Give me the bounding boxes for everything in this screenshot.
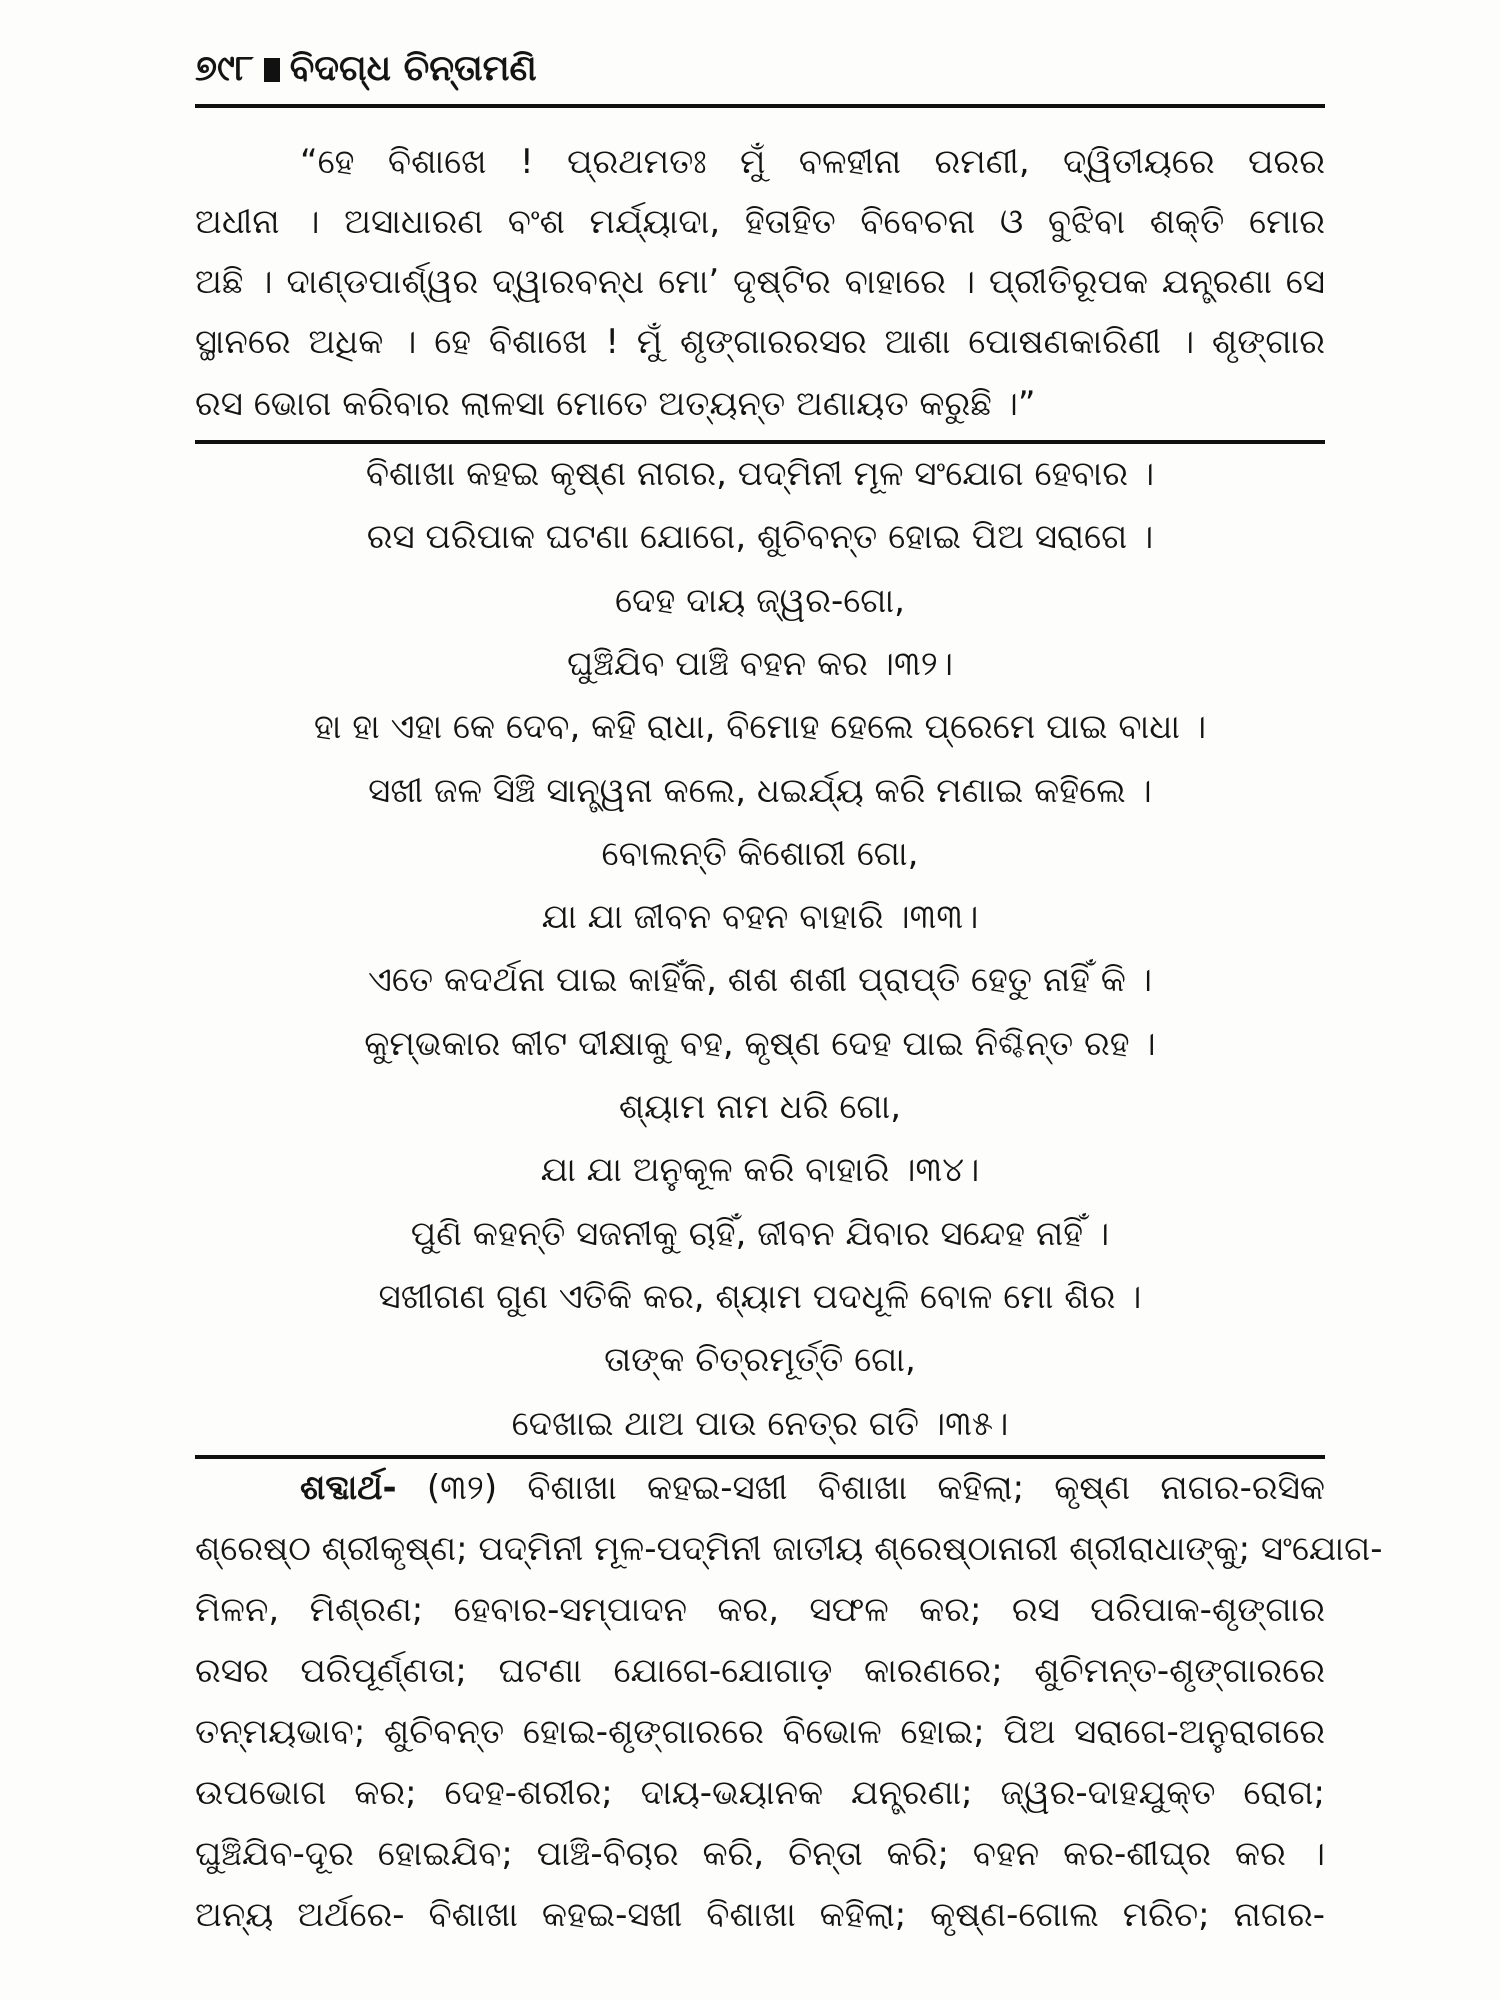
verse-line: ହା ହା ଏହା କେ ଦେବ, କହି ରାଧା, ବିମୋହ ହେଲେ ପ୍ରେମେ ପାଇ ବାଧା । bbox=[313, 707, 1207, 748]
paragraph-line: ସ୍ଥାନରେ ଅଧିକ । ହେ ବିଶାଖେ ! ମୁଁ ଶୃଙ୍ଗାରରସର ଆଶା ପୋଷଣକାରିଣୀ । ଶୃଙ୍ଗାର bbox=[195, 322, 1325, 362]
glossary-line: ତନ୍ମୟଭାବ; ଶୁଚିବନ୍ତ ହୋଇ-ଶୃଙ୍ଗାରରେ ବିଭୋଳ ହୋଇ; ପିଅ ସରାଗେ-ଅନୁରାଗରେ bbox=[195, 1712, 1325, 1752]
paragraph-line: ରସ ଭୋଗ କରିବାର ଲାଳସା ମୋତେ ଅତ୍ୟନ୍ତ ଅଣାୟତ କରୁଛି ।” bbox=[195, 384, 1036, 424]
verse-line: ପୁଣି କହନ୍ତି ସଜନୀକୁ ଚାହିଁ, ଜୀବନ ଯିବାର ସନ୍ଦେହ ନାହିଁ । bbox=[410, 1213, 1110, 1254]
verse-line: ବିଶାଖା କହଇ କୃଷ୍ଣ ନାଗର, ପଦ୍ମିନୀ ମୂଳ ସଂଯୋଗ ହେବାର । bbox=[365, 454, 1155, 494]
verse-line: ସଖୀ ଜଳ ସିଞ୍ଚି ସାନ୍ତ୍ୱନା କଲେ, ଧଇର୍ଯ୍ୟ କରି ମଣାଇ କହିଲେ । bbox=[368, 770, 1152, 811]
paragraph-line: ଅଧୀନା । ଅସାଧାରଣ ବଂଶ ମର୍ଯ୍ୟାଦା, ହିତାହିତ ବିବେଚନା ଓ ବୁଝିବା ଶକ୍ତି ମୋର bbox=[195, 202, 1325, 242]
verse-line: କୁମ୍ଭକାର କୀଟ ଦୀକ୍ଷାକୁ ବହ, କୃଷ୍ଣ ଦେହ ପାଇ ନିଶ୍ଚିନ୍ତ ରହ । bbox=[364, 1023, 1156, 1064]
verse-line: ଦେହ ଦାୟ ଜ୍ୱର-ଗୋ, bbox=[615, 580, 905, 621]
verse-line: ବୋଲନ୍ତି କିଶୋରୀ ଗୋ, bbox=[601, 833, 919, 874]
verse-line: ତାଙ୍କ ଚିତ୍ରମୂର୍ତ୍ତି ଗୋ, bbox=[604, 1340, 916, 1381]
section-rule bbox=[195, 440, 1325, 444]
section-rule bbox=[195, 1455, 1325, 1459]
book-title: ବିଦଗ୍ଧ ଚିନ୍ତାମଣି bbox=[289, 48, 537, 89]
page-number: ୭୯୮ bbox=[195, 48, 254, 89]
glossary-label: ଶବ୍ଦାର୍ଥ- bbox=[300, 1468, 397, 1508]
verse-line: ଯା ଯା ଅନୁକୂଳ କରି ବାହାରି ।୩୪। bbox=[540, 1150, 980, 1191]
glossary-line: ଘୁଞ୍ଚିଯିବ-ଦୂର ହୋଇଯିବ; ପାଞ୍ଚି-ବିଚାର କରି, ଚିନ୍ତା କରି; ବହନ କର-ଶୀଘ୍ର କର । bbox=[195, 1834, 1325, 1874]
verse-line: ଏତେ କଦର୍ଥନା ପାଇ କାହିଁକି, ଶଶ ଶଶୀ ପ୍ରାପ୍ତି ହେତୁ ନାହିଁ କି । bbox=[367, 960, 1153, 1001]
verse-line: ରସ ପରିପାକ ଘଟଣା ଯୋଗେ, ଶୁଚିବନ୍ତ ହୋଇ ପିଅ ସରାଗେ । bbox=[366, 517, 1154, 558]
glossary-line: ରସର ପରିପୂର୍ଣ୍ଣତା; ଘଟଣା ଯୋଗେ-ଯୋଗାଡ଼ କାରଣରେ; ଶୁଚିମନ୍ତ-ଶୃଙ୍ଗାରରେ bbox=[195, 1651, 1325, 1691]
square-bullet-icon bbox=[264, 58, 280, 82]
glossary-line: ଶବ୍ଦାର୍ଥ- (୩୨) ବିଶାଖା କହଇ-ସଖୀ ବିଶାଖା କହିଲା; କୃଷ୍ଣ ନାଗର-ରସିକ bbox=[300, 1468, 1325, 1508]
verse-line: ଘୁଞ୍ଚିଯିବ ପାଞ୍ଚି ବହନ କର ।୩୨। bbox=[566, 643, 954, 684]
verse-line: ଦେଖାଇ ଥାଅ ପାଉ ନେତ୍ର ଗତି ।୩୫। bbox=[511, 1403, 1009, 1444]
glossary-line: ଉପଭୋଗ କର; ଦେହ-ଶରୀର; ଦାୟ-ଭୟାନକ ଯନ୍ତ୍ରଣା; ଜ୍ୱର-ଦାହଯୁକ୍ତ ରୋଗ; bbox=[195, 1773, 1325, 1813]
glossary-line: ମିଳନ, ମିଶ୍ରଣ; ହେବାର-ସମ୍ପାଦନ କର, ସଫଳ କର; ରସ ପରିପାକ-ଶୃଙ୍ଗାର bbox=[195, 1590, 1325, 1630]
verse-line: ସଖୀଗଣ ଗୁଣ ଏତିକି କର, ଶ୍ୟାମ ପଦଧୂଳି ବୋଳ ମୋ ଶିର । bbox=[378, 1276, 1142, 1317]
paragraph-line: ଅଛି । ଦାଣ୍ଡପାର୍ଶ୍ୱର ଦ୍ୱାରବନ୍ଧ ମୋ’ ଦୃଷ୍ଟିର ବାହାରେ । ପ୍ରୀତିରୂପକ ଯନ୍ତ୍ରଣା ସେ bbox=[195, 262, 1325, 302]
running-header bbox=[195, 48, 537, 90]
glossary-line: ଅନ୍ୟ ଅର୍ଥରେ- ବିଶାଖା କହଇ-ସଖୀ ବିଶାଖା କହିଲା; କୃଷ୍ଣ-ଗୋଲ ମରିଚ; ନାଗର- bbox=[195, 1895, 1325, 1935]
header-rule bbox=[195, 104, 1325, 108]
glossary-line: ଶ୍ରେଷ୍ଠ ଶ୍ରୀକୃଷ୍ଣ; ପଦ୍ମିନୀ ମୂଳ-ପଦ୍ମିନୀ ଜାତୀୟ ଶ୍ରେଷ୍ଠାନାରୀ ଶ୍ରୀରାଧାଙ୍କୁ; ସଂଯୋଗ- bbox=[195, 1529, 1383, 1569]
paragraph-line: “ହେ ବିଶାଖେ ! ପ୍ରଥମତଃ ମୁଁ ବଳହୀନା ରମଣୀ, ଦ୍ୱିତୀୟରେ ପରର bbox=[300, 142, 1325, 182]
verse-line: ଶ୍ୟାମ ନାମ ଧରି ଗୋ, bbox=[618, 1087, 902, 1127]
verse-line: ଯା ଯା ଜୀବନ ବହନ ବାହାରି ।୩୩। bbox=[541, 897, 979, 938]
